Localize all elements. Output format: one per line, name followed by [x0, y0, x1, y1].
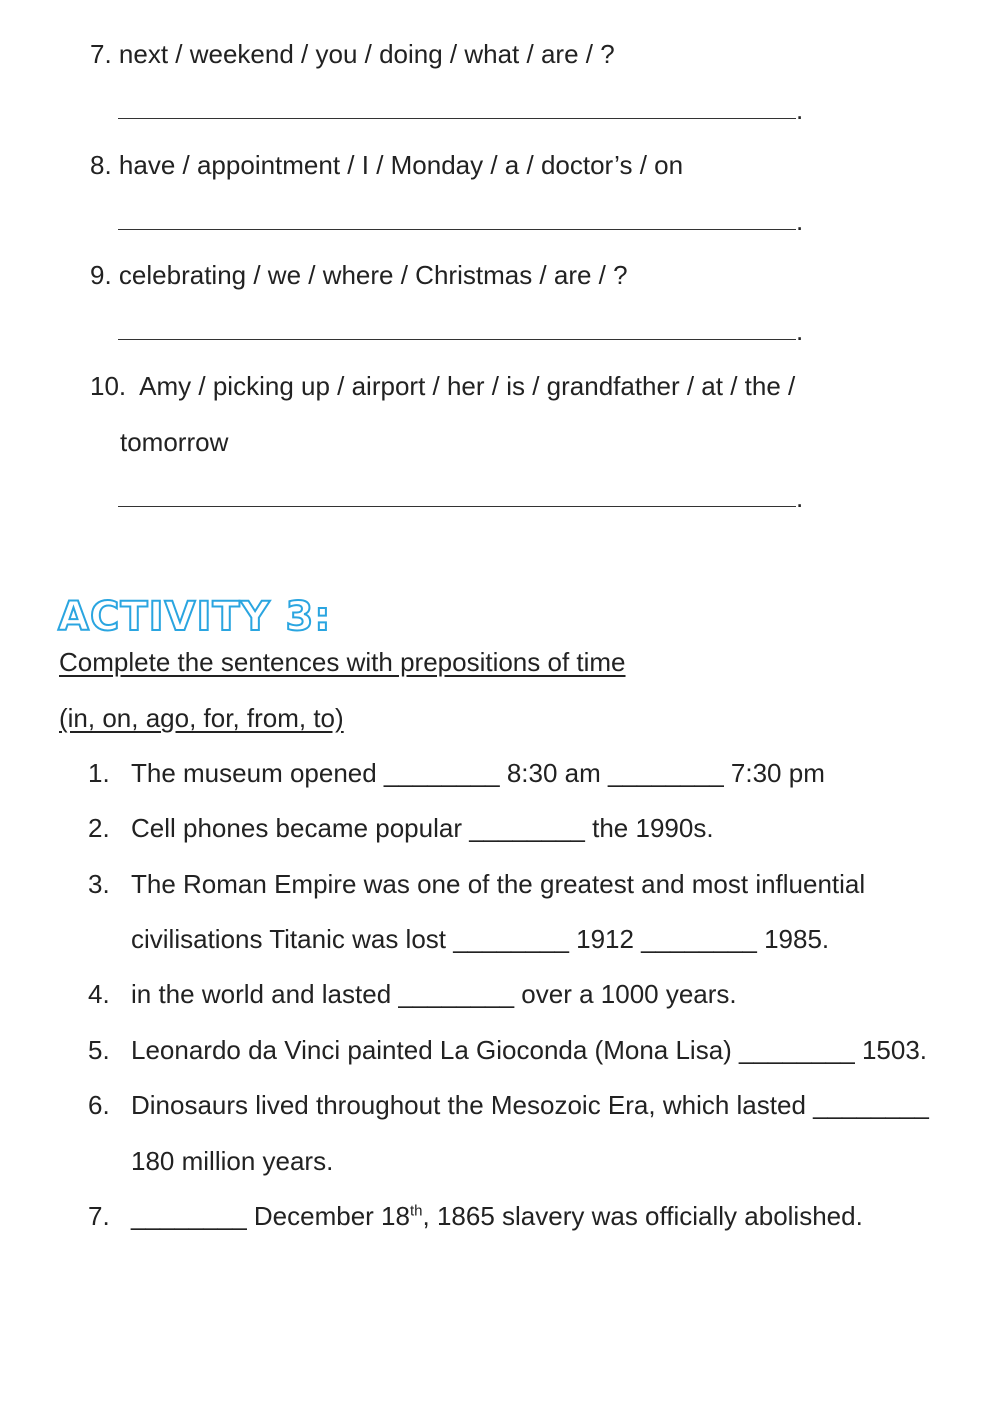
item-number: 2.: [88, 813, 110, 843]
exercise-sentence-2[interactable]: Cell phones became popular ________ the 1990s.: [131, 813, 714, 843]
item-words: have / appointment / I / Monday / a / doctor’s / on: [118, 150, 684, 180]
exercise-item-8: [90, 149, 683, 181]
exercise-sentence-6-continued: 180 million years.: [131, 1146, 334, 1176]
answer-period: .: [796, 483, 804, 513]
blank-rule: [118, 102, 796, 119]
exercise-sentence-3: The Roman Empire was one of the greatest and most influential: [131, 869, 866, 899]
blank-rule: [118, 323, 796, 340]
activity-3-options: (in, on, ago, for, from, to): [59, 703, 344, 733]
item-number: 6.: [88, 1090, 110, 1120]
activity-3-heading: ACTIVITY 3:: [58, 594, 332, 640]
activity-3-instruction: Complete the sentences with prepositions of time: [59, 647, 626, 677]
blank-rule: [118, 213, 796, 230]
sentence-part: ________ December 18: [131, 1201, 410, 1231]
item-number: 7.: [90, 39, 112, 69]
exercise-sentence-3-continued[interactable]: civilisations Titanic was lost ________ 1912 ________ 1985.: [131, 924, 830, 954]
item-number: 9.: [90, 260, 112, 290]
answer-line-10[interactable]: [118, 482, 803, 514]
answer-line-8[interactable]: [118, 205, 803, 237]
exercise-sentence-1[interactable]: The museum opened ________ 8:30 am ________ 7:30 pm: [131, 758, 825, 788]
item-number: 5.: [88, 1035, 110, 1065]
item-number: 10.: [90, 371, 127, 401]
blank-rule: [118, 490, 796, 507]
answer-line-9[interactable]: [118, 315, 803, 347]
exercise-item-10-continued: tomorrow: [120, 427, 229, 457]
item-number: 4.: [88, 979, 110, 1009]
item-words: next / weekend / you / doing / what / are / ?: [118, 39, 615, 69]
item-words: celebrating / we / where / Christmas / are / ?: [118, 260, 628, 290]
item-number: 8.: [90, 150, 112, 180]
exercise-sentence-7[interactable]: [131, 1200, 863, 1232]
answer-period: .: [796, 316, 804, 346]
sentence-part: , 1865 slavery was officially abolished.: [422, 1201, 863, 1231]
exercise-sentence-4[interactable]: in the world and lasted ________ over a 1000 years.: [131, 979, 737, 1009]
item-number: 7.: [88, 1201, 110, 1231]
answer-period: .: [796, 95, 804, 125]
ordinal-suffix: th: [409, 1202, 423, 1220]
exercise-sentence-6[interactable]: Dinosaurs lived throughout the Mesozoic Era, which lasted ________: [131, 1090, 929, 1120]
exercise-item-7: [90, 38, 615, 70]
exercise-item-9: [90, 259, 628, 291]
answer-line-7[interactable]: [118, 94, 803, 126]
item-words: Amy / picking up / airport / her / is / grandfather / at / the /: [139, 371, 796, 401]
item-number: 3.: [88, 869, 110, 899]
exercise-sentence-5[interactable]: Leonardo da Vinci painted La Gioconda (Mona Lisa) ________ 1503.: [131, 1035, 928, 1065]
item-number: 1.: [88, 758, 110, 788]
exercise-item-10: [90, 370, 795, 402]
answer-period: .: [796, 206, 804, 236]
